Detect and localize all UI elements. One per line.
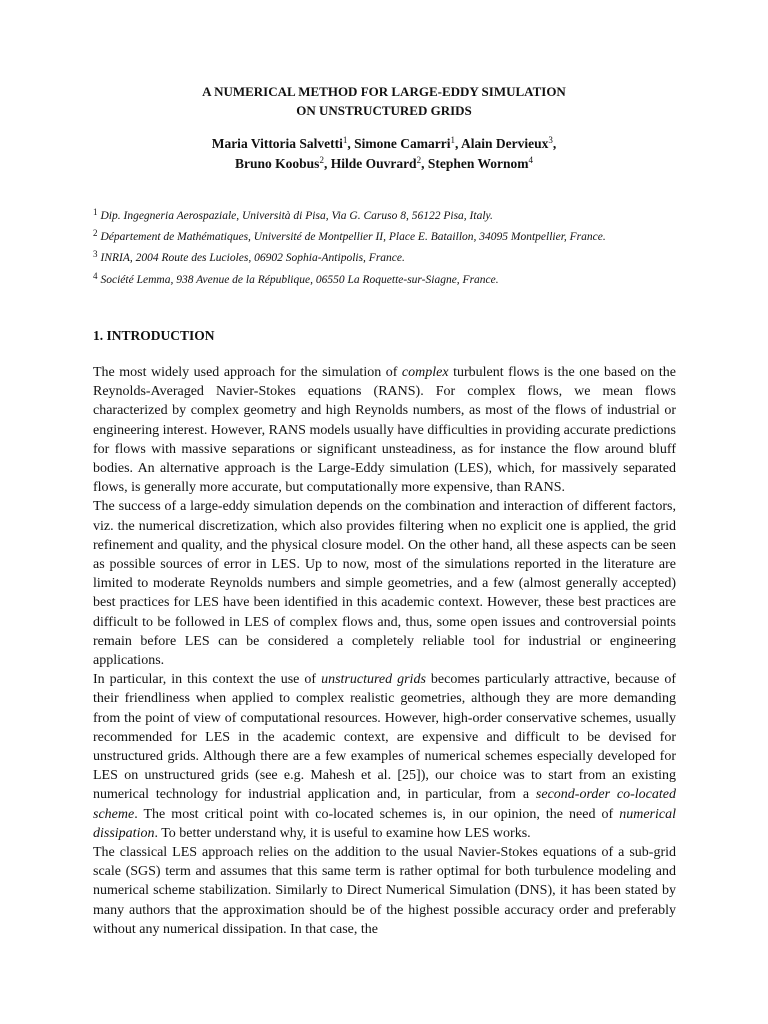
emphasis: numerical dissipation [93,806,676,841]
paragraph: The most widely used approach for the simulation of complex turbulent flows is the one based on the Reynolds-Averaged Navier-Stokes equations (RANS). For complex flows, we mean flows characterized by complex geometry and high Reynolds numbers, as most of the flows of industrial or engineering interest. However, RANS models usually have difficulties in providing accurate predictions for flows with massive separations or significant unsteadiness, as for instance the flow around bluff bodies. An alternative approach is the Large-Eddy simulation (LES), which, for massively separated flows, is generally more accurate, but computationally more expensive, than RANS. [93,365,677,496]
author-name: Maria Vittoria Salvetti [211,136,343,151]
emphasis: unstructured grids [321,672,426,688]
author-name: Bruno Koobus [235,155,320,171]
author-name: Stephen Wornom [427,155,529,171]
author-line-1: Maria Vittoria Salvetti$^1$, Simone Camarri$^1$, Alain Dervieux$^3$, [211,135,557,151]
emphasis: second-order co-located scheme [93,787,676,822]
affiliation-item [93,246,683,267]
affiliation-number: 3 [93,249,98,260]
title-line-2: ON UNSTRUCTURED GRIDS [296,103,472,118]
paragraph: The classical LES approach relies on the addition to the usual Navier-Stokes equations of a sub-grid scale (SGS) term and assumes that this same term is rather optimal for both turbulence modeling and numerical scheme stabilization. Similarly to Direct Numerical Simulation (DNS), it has been stated by many authors that the approximation should be of the highest possible accuracy order and preferably without any numerical dissipation. In that case, the [93,845,676,937]
body-text [93,363,676,939]
affiliation-number: 2 [93,228,98,239]
affiliation-item [93,225,683,246]
affiliation-item [93,268,683,289]
author-name: Alain Dervieux [461,136,549,151]
affiliation-text: Société Lemma, 938 Avenue de la République, 06550 La Roquette-sur-Siagne, France. [100,273,499,286]
author-affil-mark: 1 [450,135,456,145]
author-affil-mark: 2 [416,154,422,165]
paragraph: The success of a large-eddy simulation depends on the combination and interaction of different factors, viz. the numerical discretization, which also provides filtering when no explicit one is applied, the grid refinement and quality, and the physical closure model. On the other hand, all these aspects can be seen as possible sources of error in LES. Up to now, most of the simulations reported in the literature are limited to moderate Reynolds numbers and simple geometries, and a few (almost generally accepted) best practices for LES have been identified in this academic context. However, these best practices are difficult to be followed in LES of complex flows and, thus, some open issues and controversial points remain before LES can be considered a completely reliable tool for industrial or engineering applications. [93,499,676,669]
author-line-2: Bruno Koobus$^2$, Hilde Ouvrard$^2$, Stephen Wornom$^4$ [235,154,533,171]
section-heading: 1. INTRODUCTION [93,328,215,343]
affiliation-number: 1 [93,207,98,217]
affiliation-text: Département de Mathématiques, Université de Montpellier II, Place E. Bataillon, 34095 Montpellier, France. [100,231,606,244]
affiliation-item [93,204,683,225]
title-line-1: A NUMERICAL METHOD FOR LARGE-EDDY SIMULATION [202,84,566,99]
author-affil-mark: 3 [548,135,553,145]
emphasis: complex [401,365,449,380]
affiliation-number: 4 [93,270,98,281]
paragraph: In particular, in this context the use of unstructured grids becomes particularly attractive, because of their friendliness when applied to complex realistic geometries, although they are more demanding from the point of view of computational resources. However, high-order conservative schemes, usually recommended for LES in the academic context, are expensive and difficult to be devised for unstructured grids. Although there are a few examples of numerical schemes especially developed for LES on unstructured grids (see e.g. Mahesh et al. [25]), our choice was to start from an existing numerical technology for industrial application and, in particular, from a second-order co-located scheme. The most critical point with co-located schemes is, in our opinion, the need of numerical dissipation. To better understand why, it is useful to examine how LES works. [93,672,676,841]
author-name: Simone Camarri [354,136,451,151]
author-name: Hilde Ouvrard [330,155,417,171]
author-list [0,134,768,173]
paper-title [0,82,768,120]
author-affil-mark: 2 [319,154,324,165]
affiliation-text: Dip. Ingegneria Aerospaziale, Università di Pisa, Via G. Caruso 8, 56122 Pisa, Italy. [100,210,493,222]
author-affil-mark: 1 [342,135,348,145]
author-affil-mark: 4 [528,154,533,165]
affiliation-list [93,204,683,289]
affiliation-text: INRIA, 2004 Route des Lucioles, 06902 Sophia-Antipolis, France. [100,252,405,265]
